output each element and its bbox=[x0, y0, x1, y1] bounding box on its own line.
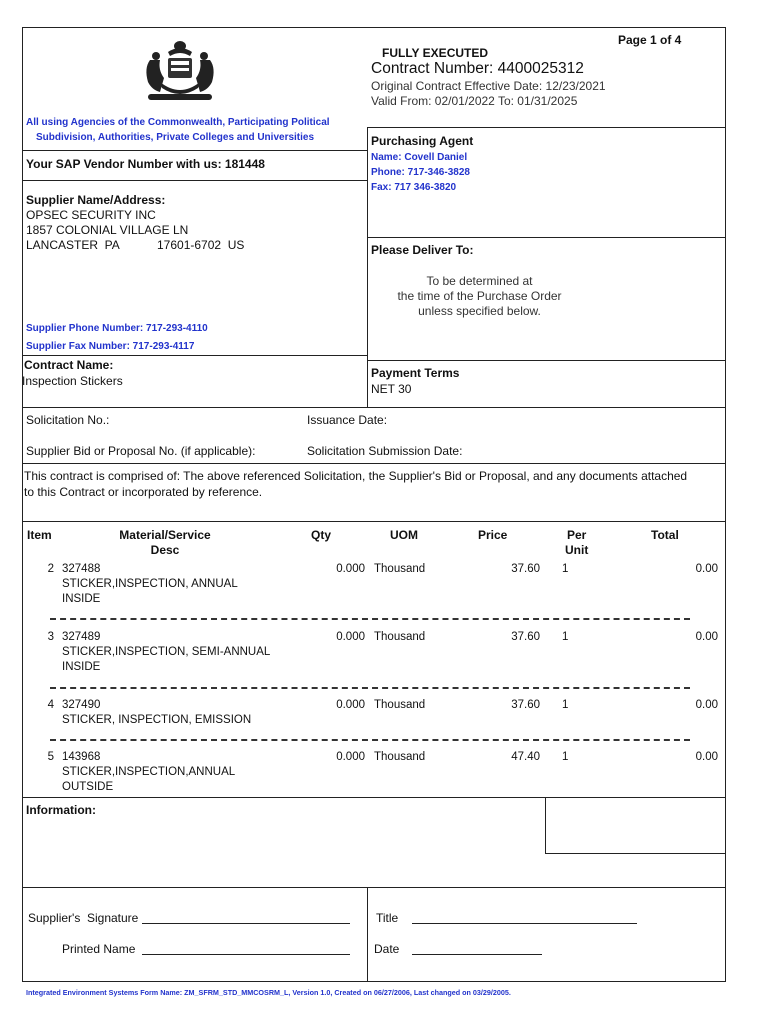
row-separator bbox=[50, 739, 690, 741]
row-desc-2: OUTSIDE bbox=[62, 781, 114, 793]
supplier-name: OPSEC SECURITY INC bbox=[26, 208, 156, 222]
row-qty: 0.000 bbox=[336, 699, 365, 711]
row-desc-1: STICKER, INSPECTION, EMISSION bbox=[62, 714, 252, 726]
information-inner-rule bbox=[545, 853, 726, 854]
valid-dates: Valid From: 02/01/2022 To: 01/31/2025 bbox=[371, 94, 578, 108]
supplier-title: Supplier Name/Address: bbox=[26, 193, 166, 207]
agencies-rule bbox=[22, 150, 367, 151]
deliver-line-2: the time of the Purchase Order bbox=[397, 289, 562, 303]
deliver-rule bbox=[367, 360, 726, 361]
date-field[interactable] bbox=[412, 954, 542, 955]
solicitation-no: Solicitation No.: bbox=[26, 413, 110, 427]
agent-name: Name: Covell Daniel bbox=[371, 152, 468, 163]
contract-name-title: Contract Name: bbox=[24, 358, 114, 372]
row-uom: Thousand bbox=[374, 563, 426, 575]
col-item: Item bbox=[27, 528, 52, 542]
date-label: Date bbox=[374, 942, 400, 956]
row-material: 327490 bbox=[62, 699, 101, 711]
row-price: 37.60 bbox=[511, 699, 540, 711]
row-price: 37.60 bbox=[511, 563, 540, 575]
row-per: 1 bbox=[562, 563, 569, 575]
col-per-2: Unit bbox=[565, 543, 589, 557]
signature-divider bbox=[367, 887, 368, 982]
supplier-fax: Supplier Fax Number: 717-293-4117 bbox=[26, 341, 195, 352]
sap-vendor-number: Your SAP Vendor Number with us: 181448 bbox=[26, 157, 265, 171]
supplier-signature-field[interactable] bbox=[142, 923, 350, 924]
page-indicator: Page 1 of 4 bbox=[618, 33, 682, 47]
agencies-line-2: Subdivision, Authorities, Private Colleges and Universities bbox=[36, 132, 315, 143]
col-desc-1: Material/Service bbox=[119, 528, 211, 542]
supplier-rule bbox=[22, 355, 367, 356]
submission-date: Solicitation Submission Date: bbox=[307, 444, 463, 458]
row-separator bbox=[50, 618, 690, 620]
deliver-line-3: unless specified below. bbox=[418, 304, 541, 318]
row-separator bbox=[50, 687, 690, 689]
row-item: 5 bbox=[47, 751, 54, 763]
row-per: 1 bbox=[562, 631, 569, 643]
comprised-line-1: This contract is comprised of: The above referenced Solicitation, the Supplier's Bid or Proposal, and any documents attached bbox=[24, 469, 688, 483]
row-desc-1: STICKER,INSPECTION,ANNUAL bbox=[62, 766, 236, 778]
deliver-line-1: To be determined at bbox=[426, 274, 533, 288]
row-desc-1: STICKER,INSPECTION, ANNUAL bbox=[62, 578, 238, 590]
supplier-zip: 17601-6702 US bbox=[157, 238, 245, 252]
comprised-rule bbox=[22, 521, 726, 522]
row-uom: Thousand bbox=[374, 699, 426, 711]
purchasing-agent-title: Purchasing Agent bbox=[371, 134, 474, 148]
agent-phone: Phone: 717-346-3828 bbox=[371, 167, 470, 178]
commonwealth-seal-icon bbox=[140, 38, 220, 104]
col-per-1: Per bbox=[567, 528, 587, 542]
table-row bbox=[0, 750, 770, 795]
col-price: Price bbox=[478, 528, 508, 542]
supplier-phone: Supplier Phone Number: 717-293-4110 bbox=[26, 323, 208, 334]
contract-number: Contract Number: 4400025312 bbox=[371, 60, 584, 77]
agencies-line-1: All using Agencies of the Commonwealth, Participating Political bbox=[26, 117, 330, 128]
title-field[interactable] bbox=[412, 923, 637, 924]
row-price: 47.40 bbox=[511, 751, 540, 763]
col-total: Total bbox=[651, 528, 679, 542]
row-price: 37.60 bbox=[511, 631, 540, 643]
col-desc-2: Desc bbox=[150, 543, 180, 557]
row-qty: 0.000 bbox=[336, 631, 365, 643]
row-total: 0.00 bbox=[695, 563, 718, 575]
agent-rule bbox=[367, 237, 726, 238]
row-qty: 0.000 bbox=[336, 751, 365, 763]
contract-name-rule bbox=[22, 407, 726, 408]
payment-terms-title: Payment Terms bbox=[371, 366, 460, 380]
original-effective-date: Original Contract Effective Date: 12/23/2021 bbox=[371, 79, 606, 93]
header-top-rule bbox=[367, 127, 726, 128]
col-qty: Qty bbox=[311, 528, 332, 542]
row-qty: 0.000 bbox=[336, 563, 365, 575]
row-desc-2: INSIDE bbox=[62, 593, 101, 605]
row-total: 0.00 bbox=[695, 699, 718, 711]
information-top-rule bbox=[22, 797, 726, 798]
row-item: 2 bbox=[47, 563, 54, 575]
table-row bbox=[0, 630, 770, 675]
vendor-rule bbox=[22, 180, 367, 181]
solicitation-rule bbox=[22, 463, 726, 464]
row-uom: Thousand bbox=[374, 631, 426, 643]
comprised-line-2: to this Contract or incorporated by reference. bbox=[24, 485, 263, 499]
row-material: 143968 bbox=[62, 751, 101, 763]
row-uom: Thousand bbox=[374, 751, 426, 763]
row-desc-1: STICKER,INSPECTION, SEMI-ANNUAL bbox=[62, 646, 271, 658]
information-title: Information: bbox=[26, 803, 96, 817]
col-uom: UOM bbox=[390, 528, 418, 542]
issuance-date: Issuance Date: bbox=[307, 413, 388, 427]
signature-top-rule bbox=[22, 887, 726, 888]
row-material: 327488 bbox=[62, 563, 101, 575]
supplier-street: 1857 COLONIAL VILLAGE LN bbox=[26, 223, 189, 237]
payment-terms-value: NET 30 bbox=[371, 382, 412, 396]
information-divider bbox=[545, 797, 546, 853]
printed-name-label: Printed Name bbox=[62, 942, 136, 956]
row-item: 4 bbox=[47, 699, 54, 711]
printed-name-field[interactable] bbox=[142, 954, 350, 955]
title-label: Title bbox=[376, 911, 399, 925]
row-total: 0.00 bbox=[695, 751, 718, 763]
status-label: FULLY EXECUTED bbox=[382, 46, 489, 60]
deliver-title: Please Deliver To: bbox=[371, 243, 474, 257]
contract-name-value: Inspection Stickers bbox=[22, 374, 123, 388]
row-per: 1 bbox=[562, 699, 569, 711]
supplier-city: LANCASTER PA bbox=[26, 238, 120, 252]
form-footer: Integrated Environment Systems Form Name: ZM_SFRM_STD_MMCOSRM_L, Version 1.0, Created on 06/27/2006, Last changed on 03/29/2005. bbox=[26, 988, 511, 997]
table-row bbox=[0, 562, 770, 607]
supplier-bid-no: Supplier Bid or Proposal No. (if applicable): bbox=[26, 444, 256, 458]
row-material: 327489 bbox=[62, 631, 101, 643]
row-per: 1 bbox=[562, 751, 569, 763]
row-total: 0.00 bbox=[695, 631, 718, 643]
header-column-divider bbox=[367, 127, 368, 407]
supplier-signature-label: Supplier's Signature bbox=[28, 911, 139, 925]
agent-fax: Fax: 717 346-3820 bbox=[371, 182, 457, 193]
row-desc-2: INSIDE bbox=[62, 661, 101, 673]
table-row bbox=[0, 698, 770, 728]
row-item: 3 bbox=[47, 631, 54, 643]
